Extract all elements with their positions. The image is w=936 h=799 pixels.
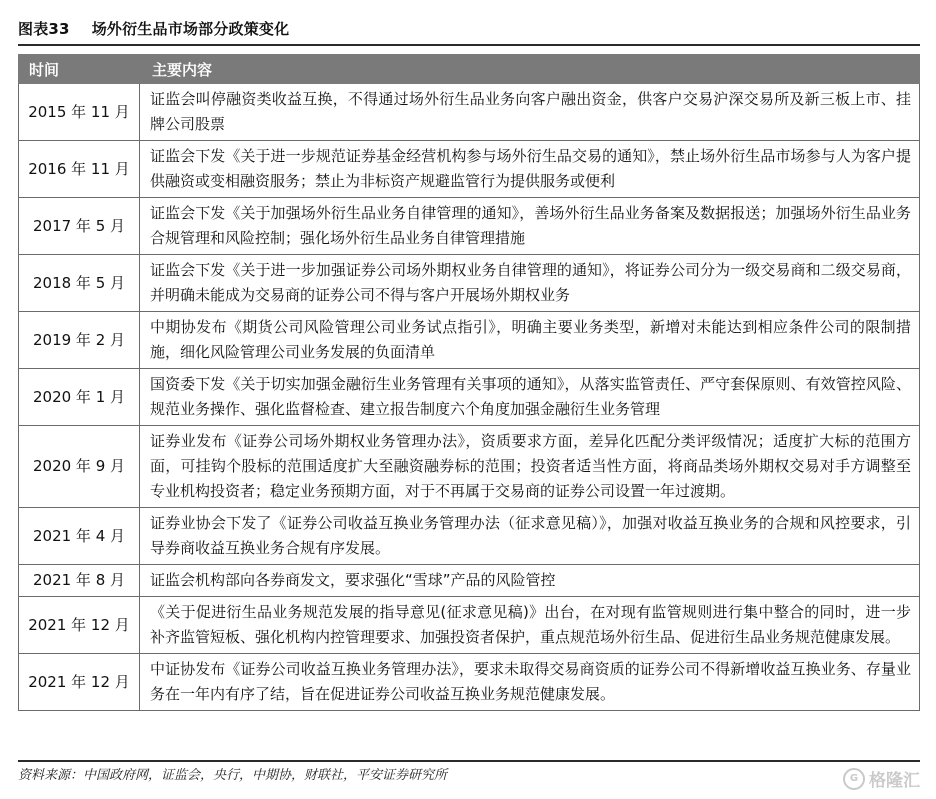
row-date: 2017 年 5 月: [19, 198, 140, 255]
row-date: 2015 年 11 月: [19, 84, 140, 141]
table-row: [19, 597, 920, 654]
row-date: 2018 年 5 月: [19, 255, 140, 312]
source-note: 资料来源：中国政府网，证监会，央行，中期协，财联社，平安证券研究所: [18, 768, 448, 783]
row-date: 2019 年 2 月: [19, 312, 140, 369]
row-content: 中证协发布《证券公司收益互换业务管理办法》，要求未取得交易商资质的证券公司不得新增收益互换业务、存量业务在一年内有序了结，旨在促进证券公司收益互换业务规范健康发展。: [140, 654, 920, 711]
row-date: 2021 年 12 月: [19, 597, 140, 654]
table-row: [19, 508, 920, 565]
row-content: 证监会机构部向各券商发文，要求强化“雪球”产品的风险管控: [140, 565, 920, 597]
title-divider: [18, 44, 920, 46]
table-row: [19, 141, 920, 198]
watermark: [843, 766, 920, 791]
table-row: [19, 426, 920, 508]
header-time: 时间: [19, 55, 140, 84]
figure-number: 图表33: [18, 20, 70, 38]
table-row: [19, 84, 920, 141]
row-date: 2020 年 1 月: [19, 369, 140, 426]
table-row: [19, 369, 920, 426]
source-divider: [18, 760, 920, 762]
row-content: 证监会下发《关于进一步加强证券公司场外期权业务自律管理的通知》，将证券公司分为一级交易商和二级交易商，并明确未能成为交易商的证券公司不得与客户开展场外期权业务: [140, 255, 920, 312]
row-content: 证监会下发《关于加强场外衍生品业务自律管理的通知》，善场外衍生品业务备案及数据报送；加强场外衍生品业务合规管理和风险控制；强化场外衍生品业务自律管理措施: [140, 198, 920, 255]
policy-table: [18, 54, 920, 711]
row-date: 2016 年 11 月: [19, 141, 140, 198]
table-header-row: [19, 55, 920, 84]
row-date: 2021 年 4 月: [19, 508, 140, 565]
row-date: 2021 年 12 月: [19, 654, 140, 711]
watermark-text: 格隆汇: [869, 771, 920, 791]
table-row: [19, 565, 920, 597]
row-content: 国资委下发《关于切实加强金融衍生业务管理有关事项的通知》，从落实监管责任、严守套保原则、有效管控风险、规范业务操作、强化监督检查、建立报告制度六个角度加强金融衍生业务管理: [140, 369, 920, 426]
table-body: [19, 84, 920, 711]
table-row: [19, 255, 920, 312]
row-date: 2020 年 9 月: [19, 426, 140, 508]
row-content: 《关于促进衍生品业务规范发展的指导意见(征求意见稿)》出台，在对现有监管规则进行集中整合的同时，进一步补齐监管短板、强化机构内控管理要求、加强投资者保护，重点规范场外衍生品、促进衍生品业务规范健康发展。: [140, 597, 920, 654]
row-content: 证监会叫停融资类收益互换，不得通过场外衍生品业务向客户融出资金，供客户交易沪深交易所及新三板上市、挂牌公司股票: [140, 84, 920, 141]
row-content: 证券业发布《证券公司场外期权业务管理办法》，资质要求方面，差异化匹配分类评级情况；适度扩大标的范围方面，可挂钩个股标的范围适度扩大至融资融券标的范围；投资者适当性方面，将商品类场外期权交易对手方调整至专业机构投资者；稳定业务预期方面，对于不再属于交易商的证券公司设置一年过渡期。: [140, 426, 920, 508]
figure-title: [18, 18, 289, 39]
gelonghui-logo-icon: G: [843, 768, 865, 790]
table-row: [19, 312, 920, 369]
row-content: 证券业协会下发了《证券公司收益互换业务管理办法（征求意见稿）》，加强对收益互换业务的合规和风控要求，引导券商收益互换业务合规有序发展。: [140, 508, 920, 565]
figure-caption: 场外衍生品市场部分政策变化: [91, 20, 290, 38]
header-content: 主要内容: [140, 55, 920, 84]
row-date: 2021 年 8 月: [19, 565, 140, 597]
row-content: 证监会下发《关于进一步规范证券基金经营机构参与场外衍生品交易的通知》，禁止场外衍生品市场参与人为客户提供融资或变相融资服务；禁止为非标资产规避监管行为提供服务或便利: [140, 141, 920, 198]
table-row: [19, 198, 920, 255]
row-content: 中期协发布《期货公司风险管理公司业务试点指引》，明确主要业务类型，新增对未能达到相应条件公司的限制措施，细化风险管理公司业务发展的负面清单: [140, 312, 920, 369]
table-row: [19, 654, 920, 711]
